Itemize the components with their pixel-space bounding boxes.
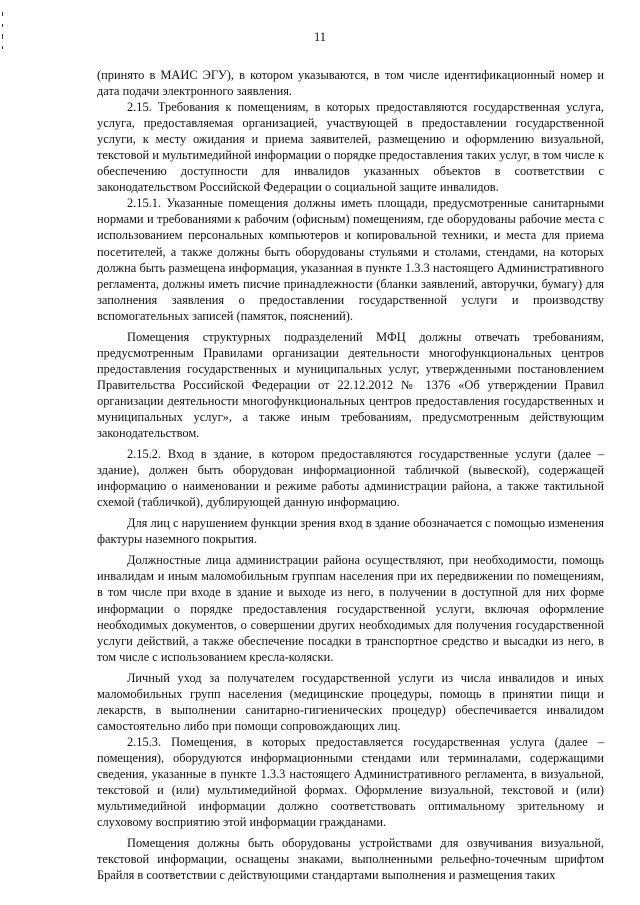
paragraph-2-15: 2.15. Требования к помещениям, в которых предоставляются государственная услуга, услуга, предоставляемая организацией, участвующей в предоставлении государственной услуги, к месту ожидания и приема заявителей, размещению и оформлению визуальной, текстовой и мультимедийной информации о порядке предоставления таких услуг, в том числе к обеспечению доступности для инвалидов указанных объектов в соответствии с законодательством Российской Федерации о социальной защите инвалидов.: [97, 100, 604, 195]
paragraph-2-15-1: 2.15.1. Указанные помещения должны иметь площади, предусмотренные санитарными нормами и требованиями к рабочим (офисным) помещениям, где оборудованы рабочие места с использованием персональных компьютеров и копировальной техники, и места для приема посетителей, а также должны быть оборудованы стульями и столами, стендами, на которых должна быть размещена информация, указанная в пункте 1.3.3 настоящего Административного регламента, должны иметь писчие принадлежности (бланки заявлений, авторучки, бумагу) для заполнения заявления о предоставлении государственной услуги и производству вспомогательных записей (памяток, пояснений).: [97, 196, 604, 323]
page-number: 11: [313, 30, 327, 44]
paragraph-personal-care: Личный уход за получателем государственной услуги из числа инвалидов и иных маломобильных групп населения (медицинские процедуры, помощь в принятии пищи и лекарств, в выполнении санитарно-гигиенических процедур) обеспечивается инвалидом самостоятельно либо при помощи сопровождающих лиц.: [97, 670, 604, 733]
document-body: [97, 67, 604, 883]
paragraph-officials-assistance: Должностные лица администрации района осуществляют, при необходимости, помощь инвалидам и иным маломобильным группам населения при их передвижении по помещениям, в том числе при входе в здание и выходе из него, в получении в доступной для них форме информации о порядке предоставления государственной услуги, включая оформление необходимых документов, о совершении других необходимых для получения государственной услуги действий, а также обеспечение посадки в транспортное средство и высадки из него, в том числе с использованием кресла-коляски.: [97, 553, 604, 664]
paragraph-mfc-requirements: Помещения структурных подразделений МФЦ должны отвечать требованиям, предусмотренным Правилами организации деятельности многофункциональных центров предоставления государственных и муниципальных услуг, утвержденными постановлением Правительства Российской Федерации от 22.12.2012 № 1376 «Об утверждении Правил организации деятельности многофункциональных центров предоставления государственных и муниципальных услуг», а также иным требованиям, предусмотренным действующим законодательством.: [97, 329, 604, 441]
paragraph-continuation: (принято в МАИС ЭГУ), в котором указываются, в том числе идентификационный номер и дата подачи электронного заявления.: [97, 68, 604, 99]
paragraph-2-15-3: 2.15.3. Помещения, в которых предоставляется государственная услуга (далее – помещения), оборудуются информационными стендами или терминалами, содержащими сведения, указанные в пункте 1.3.3 настоящего Административного регламента, в визуальной, текстовой и (или) мультимедийной формах. Оформление визуальной, текстовой и (или) мультимедийной информации должно соответствовать оптимальному зрительному и слуховому восприятию этой информации гражданами.: [97, 734, 604, 830]
paragraph-2-15-2: 2.15.2. Вход в здание, в котором предоставляются государственные услуги (далее – здание), должен быть оборудован информационной табличкой (вывеской), содержащей информацию о наименовании и режиме работы администрации района, а также тактильной схемой (табличкой), дублирующей данную информацию.: [97, 447, 604, 510]
paragraph-vision-impaired: Для лиц с нарушением функции зрения вход в здание обозначается с помощью изменения фактуры наземного покрытия.: [97, 516, 604, 547]
paragraph-braille-equipment: Помещения должны быть оборудованы устройствами для озвучивания визуальной, текстовой информации, оснащены знаками, выполненными рельефно-точечным шрифтом Брайля в соответствии с действующими стандартами выполнения и размещения таких: [97, 836, 604, 883]
